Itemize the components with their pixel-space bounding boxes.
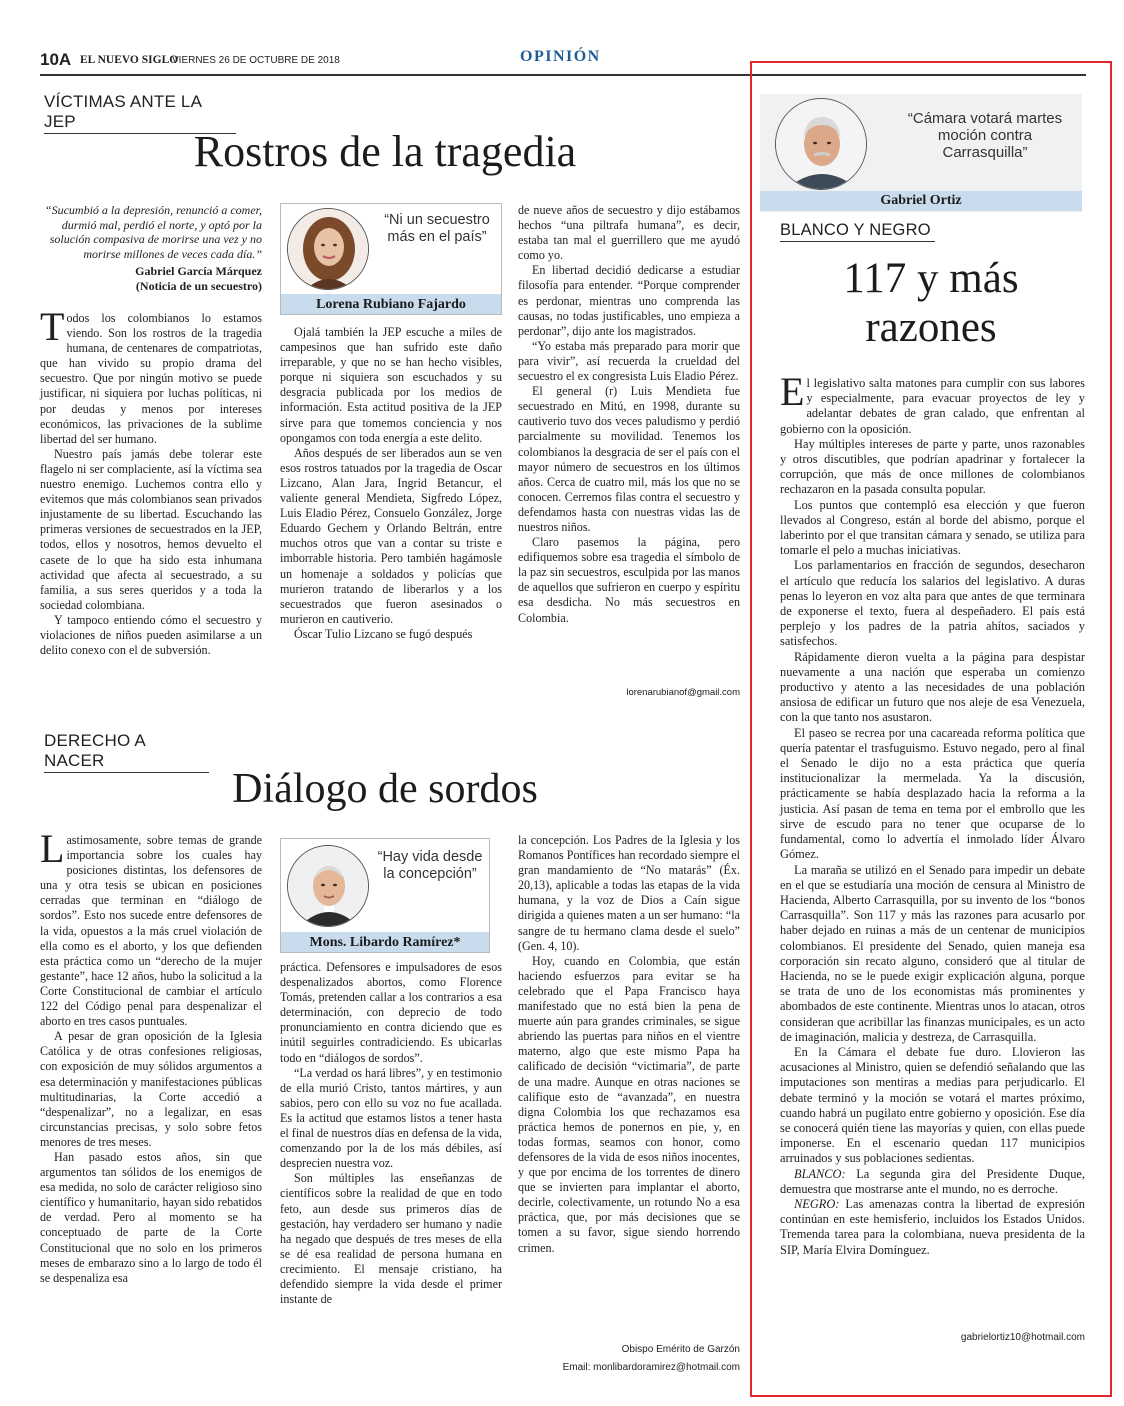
epigraph-text: “Sucumbió a la depresión, renunció a comer, durmió mal, perdió el norte, y optó por la solución compasiva de morirse una vez y no morirse millones de veces cada día.” xyxy=(44,203,262,261)
article1-col2 xyxy=(280,325,502,642)
author-box-lorena xyxy=(280,203,502,315)
article1-email[interactable]: lorenarubianof@gmail.com xyxy=(626,687,740,698)
article3-kicker: BLANCO Y NEGRO xyxy=(780,221,935,242)
blanco-text: La segunda gira del Presidente Duque, demuestra que mostrarse ante el mundo, no es derroche. xyxy=(780,1166,1085,1196)
article3-headline xyxy=(770,254,1092,352)
blanco-label: BLANCO: xyxy=(794,1166,846,1181)
newspaper-name: EL NUEVO SIGLO xyxy=(80,54,179,66)
paragraph: A pesar de gran oposición de la Iglesia Católica y de otras confesiones religiosas, con exposición de muy sólidos argumentos a esa determinación y manifestaciones públicas multitudinarias, la Corte accedió a “despenalizar”, no a legalizar, en esas circunstancias precisas, y solo sobre fetos menores de tres meses. xyxy=(40,1029,262,1149)
author-photo xyxy=(775,98,867,190)
author-name: Gabriel Ortiz xyxy=(760,191,1082,211)
paragraph: Claro pasemos la página, pero edifiquemos sobre esa tragedia el símbolo de la paz sin secuestros, esculpida por las manos de aquellos que sufrieron en cuerpo y espíritu esa desdicha. No más secuestros en Colombia. xyxy=(518,535,740,625)
headline-line: 117 y más xyxy=(843,255,1019,302)
man-portrait-icon xyxy=(288,846,369,927)
epigraph-author: Gabriel García Márquez xyxy=(135,264,262,278)
article1-col1 xyxy=(40,304,262,658)
page-number: 10A xyxy=(40,50,72,69)
paragraph: Han pasado estos años, sin que argumentos tan sólidos de los enemigos de esa medida, no solo de carácter religioso sino científico y humanitario, hayan sido rebatidos de verdad. Pero al momento se ha conceptuado de parte de la Corte Constitucional que no solo en los primeros meses de embarazo sino a lo largo de todo él se despenaliza esa xyxy=(40,1149,262,1285)
article2-col3 xyxy=(518,833,740,1256)
author-box-libardo xyxy=(280,838,490,953)
paragraph: En la Cámara el debate fue duro. Llovieron las acusaciones al Ministro, quien se defendió señalando que las imputaciones son mentiras a medias para perjudicarlo. El debate terminó y la moción se votará el martes próximo, cuando habrá un pugilato entre gobierno y oposición. Ese día se conocerá quién tiene las mayorías y quien, con ellas puede imponerse. En el escenario quedan 117 municipios arruinados y sus poblaciones sedientas. xyxy=(780,1044,1085,1166)
paragraph: Los parlamentarios en fracción de segundos, desecharon el artículo que reducía los salarios del legislativo. A duras penas lo leyeron en voz alta para que antes de que terminara de exponerse el texto, fuera al despeñadero. El país está perplejo y los padres de la patria ahítos, saciados y satisfechos. xyxy=(780,558,1085,649)
paragraph: El general (r) Luis Mendieta fue secuestrado en Mitú, en 1998, durante su cautiverio tuvo dos veces paludismo y perdió parcialmente su movilidad. Tenemos los colombianos la desgracia de ser el país con el mayor número de secuestros en los últimos años. Cerca de cuatro mil, más los que no se conocen. Cerremos filas contra el secuestro y defendamos hasta con nuestras vidas las de nuestros niños. xyxy=(518,384,740,534)
paragraph: Años después de ser liberados aun se ven esos rostros tatuados por la tragedia de Oscar Lizcano, Alan Jara, Ingrid Betancur, el valiente general Mendieta, Sigfredo López, Luis Eladio Pérez, Consuelo González, Jorge Eduardo Gechem y Orlando Beltrán, entre muchos otros que van a contar su triste e imborrable historia. Pero también hagámosle un homenaje a soldados y policías que murieron tratando de liberarlos y a los secuestrados que fueron asesinados o murieron en cautiverio. xyxy=(280,445,502,626)
paragraph: Los puntos que contempló esa elección y que fueron llevados al Congreso, están al borde del abismo, porque el laberinto por el que transitan cámara y senado, se utiliza para tomarle el pelo a muchas iniciativas. xyxy=(780,497,1085,558)
paragraph: Nuestro país jamás debe tolerar este flagelo ni ser complaciente, así la víctima sea nuestro enemigo. Luchemos contra ello y evitemos que más colombianos sean privados injustamente de su libertad. Escuchando las primeras versiones de secuestrados en la JEP, todos, ellos y nosotros, hemos devuelto el casete de lo que ha sido esta inhumana actividad que afecta al secuestrado, a su familia, a sus seres queridos y a toda la sociedad colombiana. xyxy=(40,446,262,612)
headline-line: razones xyxy=(865,304,997,351)
paragraph: Rápidamente dieron vuelta a la página para despistar nuevamente a una nación que esperaba un comienzo productivo y atento a las necesidades de una población ansiosa de edificar un futuro que nos aleje de esa Venezuela, con la que tanto nos asustaron. xyxy=(780,649,1085,725)
author-name: Mons. Libardo Ramírez* xyxy=(281,932,489,953)
issue-date: VIERNES 26 DE OCTUBRE DE 2018 xyxy=(172,55,340,66)
paragraph: la concepción. Los Padres de la Iglesia y los Romanos Pontífices han recordado siempre el gran mandamiento de “No matarás” (Éx. 20,13), aplicable a todas las etapas de la vida humana, y la voz de Dios a Caín sigue dirigida a quienes maten a un ser humano: “la sangre de tu hermano clama desde el suelo” (Gen. 4, 10). xyxy=(518,833,740,953)
paragraph: El paseo se recrea por una cacareada reforma política que quería patentar el trasfuguismo. Estuvo negado, pero al final el Senado le dijo no a esta práctica que quería institucionalizar la mermelada. Ya la discusión, prácticamente se había desplazado hacia la reforma a la justicia. Así pasan de tema en tema por el embrollo que les sirve de escudo para no tener que ocuparse de lo fundamental, como lo advertía el inmolado líder Álvaro Gómez. xyxy=(780,725,1085,862)
article2-kicker: DERECHO A NACER xyxy=(44,731,209,773)
article2-signature: Obispo Emérito de Garzón xyxy=(621,1344,740,1355)
paragraph: de nueve años de secuestro y dijo estábamos hechos “una piltrafa humana”, es decir, estaba tan mal el guerrillero que me ayudó como yo. xyxy=(518,203,740,263)
article2-col2 xyxy=(280,960,502,1307)
paragraph: El legislativo salta matones para cumplir con sus labores y especialmente, para evacuar proyectos de ley y adelantar debates de gran calado, que enfrentan al gobierno con la oposición. xyxy=(780,369,1085,436)
article3-body xyxy=(780,369,1085,1258)
paragraph: Hoy, cuando en Colombia, que están haciendo esfuerzos para evitar se ha celebrado que el Papa Francisco haya manifestado que no está bien la pena de muerte aún para grandes criminales, se sigue abriendo las puertas para niños en el vientre materno, algo que este mismo Papa ha calificado de decisión “victimaria”, de parte de una madre. Aunque en otras naciones se califique esto de “avanzada”, en nuestra digna Colombia los que rechazamos esa práctica hemos de ponernos en pie, y, en todas formas, seamos con honor, como defensores de la vida de esos niños inocentes, y que por encima de los torrentes de dinero que se invierten para implantar el aborto, decirle, colectivamente, un rotundo No a esa práctica, que, por más decisiones que se tomen a su favor, sigue siendo horrendo crimen. xyxy=(518,953,740,1255)
author-name: Lorena Rubiano Fajardo xyxy=(281,294,501,315)
author-photo xyxy=(287,208,369,290)
paragraph: Y tampoco entiendo cómo el secuestro y violaciones de niños pueden asimilarse a un delito conexo con el de subversión. xyxy=(40,612,262,658)
author-photo xyxy=(287,845,369,927)
pull-quote: “Hay vida desde la concepción” xyxy=(377,849,483,882)
paragraph: Hay múltiples intereses de parte y parte, unos razonables y otros discutibles, que podrían apadrinar y fortalecer la corrupción, que más de once millones de colombianos rechazaron en la pasada consulta popular. xyxy=(780,436,1085,497)
author-box-gabriel xyxy=(760,94,1082,212)
negro-note xyxy=(780,1197,1085,1258)
negro-label: NEGRO: xyxy=(794,1196,840,1211)
paragraph: Todos los colombianos lo estamos viendo. Son los rostros de la tragedia humana, de centenares de compatriotas, que han vivido su propio drama del secuestro. Que por ningún motivo se puede justificar, ni siquiera por luchas políticas, ni por deudas y menos por intereses económicos, las privaciones de la sublime libertad del ser humano. xyxy=(40,304,262,446)
article2-email[interactable]: Email: monlibardoramirez@hotmail.com xyxy=(562,1362,740,1373)
pull-quote: “Ni un secuestro más en el país” xyxy=(384,212,490,245)
paragraph: práctica. Defensores e impulsadores de esos despenalizados abortos, como Florence Tomás, pretenden callar a los contrarios a esa determinación, con deprecio de todo pronunciamiento en contra diciendo que es inútil seguirles contradiciendo. Es ubicarlas todo en “diálogos de sordos”. xyxy=(280,960,502,1065)
paragraph: Lastimosamente, sobre temas de grande importancia sobre los cuales hay posiciones distintas, los defensores de una y otra tesis se ubican en posiciones cerradas que terminan en “diálogo de sordos”. Esto nos sucede entre defensores de la vida, opuestos a la más cruel violación de ella como es el aborto, y los que defienden esta práctica como un “derecho de la mujer gestante”, hace 12 años, hubo la solicitud a la Corte Constitucional de cambiar el artículo 122 del Código penal para despenalizar el aborto en tres casos puntuales. xyxy=(40,826,262,1029)
article1-kicker: VÍCTIMAS ANTE LA JEP xyxy=(44,92,236,134)
paragraph: Óscar Tulio Lizcano se fugó después xyxy=(294,626,473,641)
article1-headline: Rostros de la tragedia xyxy=(193,127,577,176)
blanco-note xyxy=(780,1167,1085,1197)
paragraph: Son múltiples las enseñanzas de científicos sobre la realidad de que en todo feto, aun desde sus primeros días de gestación, hay verdadero ser humano y nadie ha negado que después de tres meses de ella se dé esa realidad de persona humana en crecimiento. El mensaje cristiano, ha defendido siempre la vida desde el primer instante de xyxy=(280,1171,502,1307)
paragraph: “La verdad os hará libres”, y en testimonio de ella murió Cristo, tantos mártires, y aun sabios, pero con ello su voz no fue acallada. Es la actitud que estamos listos a tener hasta el final de nuestros días en defensa de la vida, comenzando por la de los más débiles, así desprecien nuestra voz. xyxy=(280,1065,502,1171)
man-portrait-icon xyxy=(776,99,867,190)
article1-epigraph xyxy=(40,203,262,293)
section-title: OPINIÓN xyxy=(520,48,601,65)
epigraph-source: (Noticia de un secuestro) xyxy=(135,278,262,293)
article1-col3 xyxy=(518,203,740,626)
paragraph: En libertad decidió dedicarse a estudiar filosofía para entender. “Porque comprender es perdonar, mientras uno comprenda las causas, no todas justificables, uno empieza a perdonar”, dijo ante los magistrados. xyxy=(518,263,740,338)
article2-headline: Diálogo de sordos xyxy=(232,766,538,812)
paragraph: La maraña se utilizó en el Senado para impedir un debate en el que se estudiaría una moción de censura al Ministro de Hacienda, Alberto Carrasquilla, por su invento de los “bonos Carrasquilla”. Son 117 y más las razones para acusarlo por haber dejado en ruinas a más de un centenar de municipios colombianos. El presidente del Senado, quien maneja esa corporación sin recato alguno, consideró que al titular de Hacienda, no se le puede exigir explicación alguna, porque se trata de uno de los economistas más prominentes y abombados de este continente. Mientras unos lo atacan, otros consideran que acribillar las finanzas municipales, es un acto de imaginación, malicia y destreza, de Carrasquilla. xyxy=(780,862,1085,1044)
article3-email[interactable]: gabrielortiz10@hotmail.com xyxy=(960,1332,1085,1343)
article2-col1 xyxy=(40,826,262,1286)
negro-text: Las amenazas contra la libertad de expresión continúan en este hemisferio, incluidos los Estados Unidos. Tremenda tarea para la colombiana, nueva presidenta de la SIP, María Elvira Domínguez. xyxy=(780,1196,1085,1257)
pull-quote: “Cámara votará martes moción contra Carrasquilla” xyxy=(907,110,1063,161)
paragraph: “Yo estaba más preparado para morir que para vivir”, así recuerda la crueldad del secuestro el ex congresista Luis Eladio Pérez. xyxy=(518,338,740,384)
woman-portrait-icon xyxy=(288,209,369,290)
paragraph: Ojalá también la JEP escuche a miles de campesinos que han sufrido este daño irreparable, y que no se han hecho visibles, porque ni siquiera son escuchados y su desgracia publicada por los medios de información. Esta actitud positiva de la JEP sirve para que tomemos conciencia y nos opongamos con toda energía a este delito. xyxy=(280,325,502,445)
